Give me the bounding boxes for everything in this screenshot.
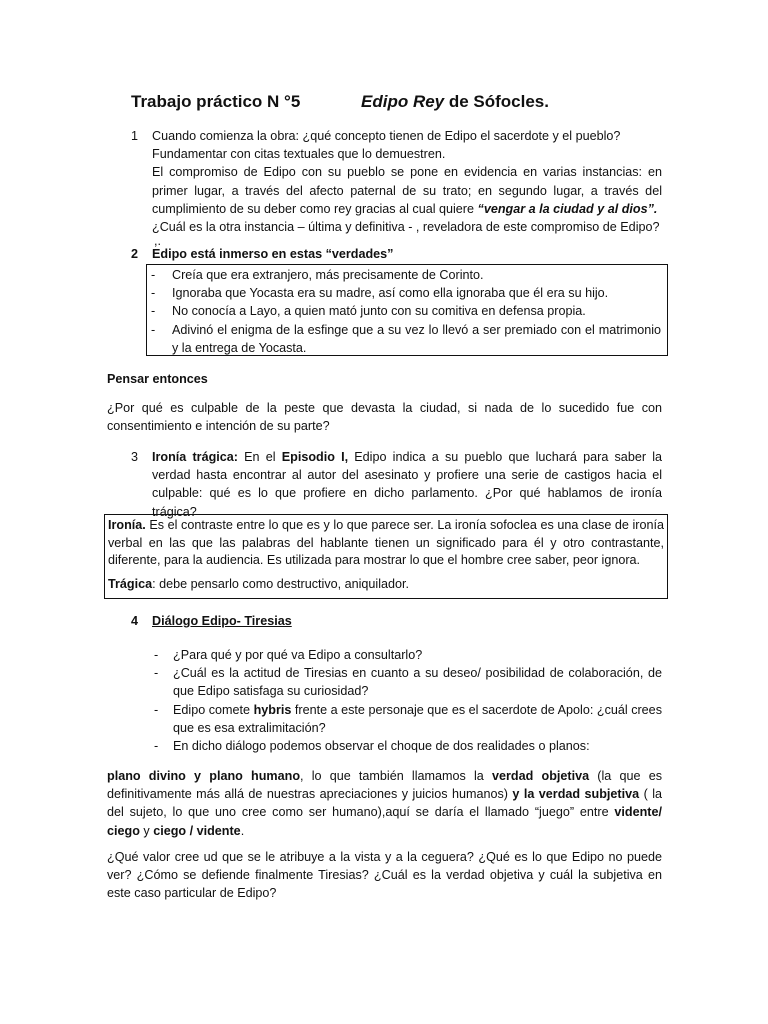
q4-item: - ¿Cuál es la actitud de Tiresias en cuanto a su deseo/ posibilidad de colaboración, de que Edipo satisfaga su curiosidad?	[154, 666, 662, 699]
q2-heading: Edipo está inmerso en estas “verdades”	[152, 247, 394, 261]
q2-item: - No conocía a Layo, a quien mató junto con su comitiva en defensa propia.	[151, 304, 586, 319]
final-question: ¿Qué valor cree ud que se le atribuye a la vista y a la ceguera? ¿Qué es lo que Edipo no puede ver? ¿Cómo se defiende finalmente Tiresias? ¿Cuál es la verdad objetiva y cuál la subjetiva en este caso particular de Edipo?	[107, 850, 662, 901]
q3-pre: En el	[237, 450, 282, 464]
work-name: Edipo Rey	[361, 92, 445, 111]
q4-heading: Diálogo Edipo- Tiresias	[152, 614, 292, 628]
q4-item-text: ¿Para qué y por qué va Edipo a consultarlo?	[173, 648, 423, 662]
q4-item-text: ¿Cuál es la actitud de Tiresias en cuanto a su deseo/ posibilidad de colaboración, de que Edipo satisfaga su curiosidad?	[173, 666, 662, 699]
q2-item-text: Creía que era extranjero, más precisamente de Corinto.	[172, 268, 484, 282]
q1-para-a: El compromiso de Edipo con su pueblo se pone en evidencia en varias instancias: en primer lugar, a través del afecto paternal de su trato; en segundo lugar, a través del cumplimiento de su deber como rey gracias al cual quiere	[152, 165, 662, 216]
work-author: de Sófocles.	[444, 92, 549, 111]
definitions-box	[104, 514, 668, 599]
q2-number: 2	[131, 247, 139, 261]
q4-item3-pre: Edipo comete	[173, 702, 254, 717]
q1-stray-mark: ,.	[154, 234, 161, 249]
q4-item: - Edipo comete hybris frente a este personaje que es el sacerdote de Apolo: ¿cuál crees que es esa extralimitación?	[154, 702, 662, 735]
q2-item-text: Adivinó el enigma de la esfinge que a su vez lo llevó a ser premiado con el matrimonio y la entrega de Yocasta.	[172, 322, 661, 355]
pensar-text: ¿Por qué es culpable de la peste que devasta la ciudad, si nada de lo sucedido fue con consentimiento e intención de su parte?	[107, 401, 662, 434]
planos-t3: ( la del sujeto, lo que uno cree como ser humano),aquí se daría el llamado “juego” entre	[107, 787, 663, 820]
q3-episode: Episodio I,	[281, 450, 349, 464]
title-main: Trabajo práctico N °5	[131, 92, 301, 111]
planos-b1: plano divino y plano humano	[107, 769, 301, 783]
q4-list	[148, 646, 662, 755]
q3-text	[152, 448, 662, 521]
q4-item-text: En dicho diálogo podemos observar el choque de dos realidades o planos:	[173, 739, 590, 754]
planos-t2: (la que es definitivamente más allá de nuestras apreciaciones y juicios humanos)	[107, 769, 662, 802]
q4-item: - ¿Para qué y por qué va Edipo a consultarlo?	[154, 648, 423, 662]
q3-number: 3	[131, 450, 139, 464]
planos-b3: y la verdad subjetiva	[512, 787, 640, 802]
q4-number: 4	[131, 614, 139, 628]
ironia-text: Es el contraste entre lo que es y lo que parece ser. La ironía sofoclea es una clase de ironía verbal en las que las palabras del hablante tienen un significado para él y otro contrastante, diferente, para la audiencia. Es utilizada para mostrar lo que el hombre cree saber, peor ignora.	[108, 518, 664, 568]
planos-b2: verdad objetiva	[492, 769, 590, 783]
tragica-text: : debe pensarlo como destructivo, aniquilador.	[152, 576, 410, 591]
q4-item3-post: frente a este personaje que es el sacerdote de Apolo: ¿cuál crees que es esa extralimitación?	[173, 702, 662, 735]
q1-last-line: ¿Cuál es la otra instancia – última y definitiva - , reveladora de este compromiso de Edipo?	[152, 220, 660, 235]
ironia-label: Ironía.	[108, 518, 146, 532]
planos-b5: ciego / vidente	[153, 823, 241, 838]
q2-item-text: Ignoraba que Yocasta era su madre, así como ella ignoraba que él era su hijo.	[172, 286, 609, 301]
planos-t5: .	[240, 823, 245, 838]
q1-block	[152, 127, 662, 249]
q1-line1: Cuando comienza la obra: ¿qué concepto tienen de Edipo el sacerdote y el pueblo?	[152, 129, 621, 143]
q2-item-text: No conocía a Layo, a quien mató junto con su comitiva en defensa propia.	[172, 304, 586, 319]
planos-b4: vidente/ ciego	[107, 805, 662, 838]
q4-item: - En dicho diálogo podemos observar el choque de dos realidades o planos:	[154, 739, 590, 754]
pensar-heading: Pensar entonces	[107, 372, 208, 386]
tragica-label: Trágica	[108, 576, 153, 591]
q1-line2: Fundamentar con citas textuales que lo demuestren.	[152, 147, 446, 162]
ironia-definition	[108, 517, 664, 570]
page-title	[131, 92, 549, 112]
planos-t4: y	[139, 823, 154, 838]
planos-t1: , lo que también llamamos la	[300, 769, 492, 783]
q2-list-box	[146, 264, 668, 356]
q2-item: - Ignoraba que Yocasta era su madre, así como ella ignoraba que él era su hijo.	[151, 286, 609, 301]
q3-post: Edipo indica a su pueblo que luchará para saber la verdad hasta encontrar al autor del asesinato y profiere una serie de castigos hacia el culpable: qué es lo que profiere en dicho parlamento. ¿Por qué hablamos de ironía trágica?	[152, 450, 663, 519]
title-work	[361, 92, 549, 112]
tragica-definition	[108, 575, 664, 593]
planos-paragraph	[107, 767, 662, 840]
q2-item: - Creía que era extranjero, más precisamente de Corinto.	[151, 268, 484, 282]
q4-item3-bold: hybris	[253, 702, 292, 717]
q3-label: Ironía trágica:	[152, 450, 238, 464]
q2-item: - Adivinó el enigma de la esfinge que a su vez lo llevó a ser premiado con el matrimonio y la entrega de Yocasta.	[151, 322, 661, 355]
q1-paragraph	[152, 163, 662, 218]
q1-number: 1	[131, 129, 139, 143]
q1-quote: “vengar a la ciudad y al dios”.	[477, 201, 658, 216]
